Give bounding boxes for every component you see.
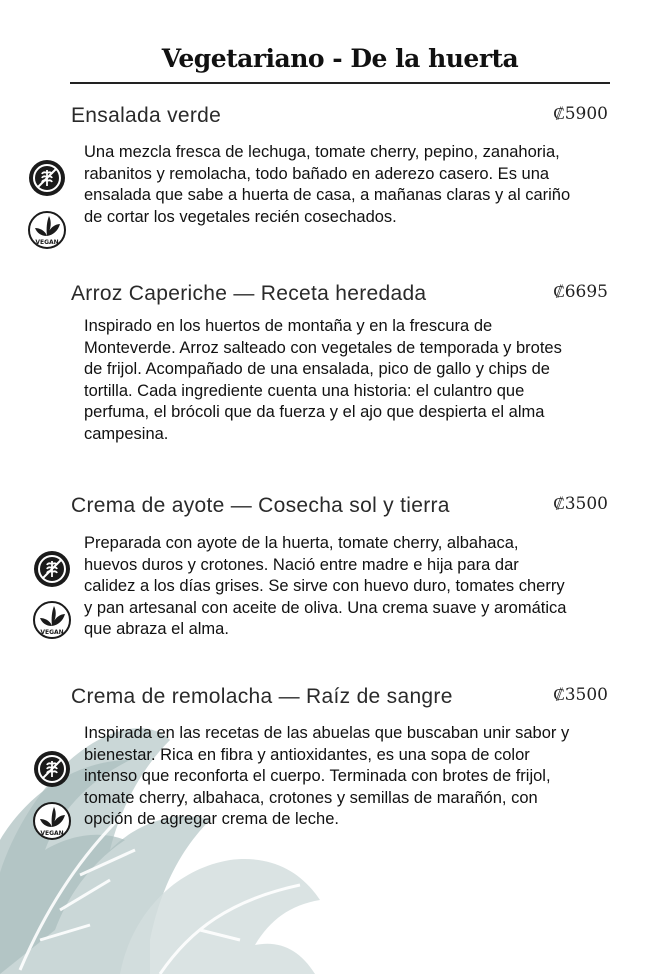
dish-description: Inspirada en las recetas de las abuelas que buscaban unir sabor y bienestar. Rica en fibra y antioxidantes, es una sopa de color intenso que reconforta el cuerpo. Terminada con brotes de frijol, tomate cherry, albahaca, crotones y semillas de marañón, con opción de agregar crema de leche. <box>84 724 570 828</box>
dish-description: Inspirado en los huertos de montaña y en la frescura de Monteverde. Arroz salteado con vegetales de temporada y brotes de frijol. Acompañado de una ensalada, pico de gallo y chips de tortilla. Cada ingrediente cuenta una historia: el culantro que perfuma, el brócoli que da fuerza y el ajo que despierta el alma campesina. <box>84 317 562 443</box>
page-title: Vegetariano - De la huerta <box>161 44 519 73</box>
dish-price: ₡5900 <box>553 104 608 124</box>
vegan-icon <box>32 801 72 841</box>
dish-name: Ensalada verde <box>71 104 222 127</box>
dish-name: Crema de remolacha — Raíz de sangre <box>71 685 453 708</box>
dish-description: Una mezcla fresca de lechuga, tomate cherry, pepino, zanahoria, rabanitos y remolacha, todo bañado en aderezo casero. Es una ensalada que sabe a huerta de casa, a mañanas claras y al cariño de cortar los vegetales recién cosechados. <box>84 143 571 226</box>
gluten-free-icon <box>27 158 67 198</box>
title-divider <box>70 82 610 84</box>
vegan-icon <box>27 210 67 250</box>
dish-price: ₡6695 <box>553 282 608 302</box>
vegan-badge-text: VEGAN <box>35 239 59 246</box>
vegan-icon <box>32 600 72 640</box>
dish-price: ₡3500 <box>553 685 608 705</box>
dish-description: Preparada con ayote de la huerta, tomate cherry, albahaca, huevos duros y crotones. Nació entre madre e hija para dar calidez a los días grises. Se sirve con huevo duro, tomates cherry y pan artesanal con aceite de oliva. Una crema suave y aromática que abraza el alma. <box>84 534 567 638</box>
vegan-badge-text: VEGAN <box>40 629 64 636</box>
dish-price: ₡3500 <box>553 494 608 514</box>
dish-name: Crema de ayote — Cosecha sol y tierra <box>71 494 450 517</box>
dish-name: Arroz Caperiche — Receta heredada <box>71 282 427 305</box>
vegan-badge-text: VEGAN <box>40 830 64 837</box>
gluten-free-icon <box>32 749 72 789</box>
gluten-free-icon <box>32 549 72 589</box>
